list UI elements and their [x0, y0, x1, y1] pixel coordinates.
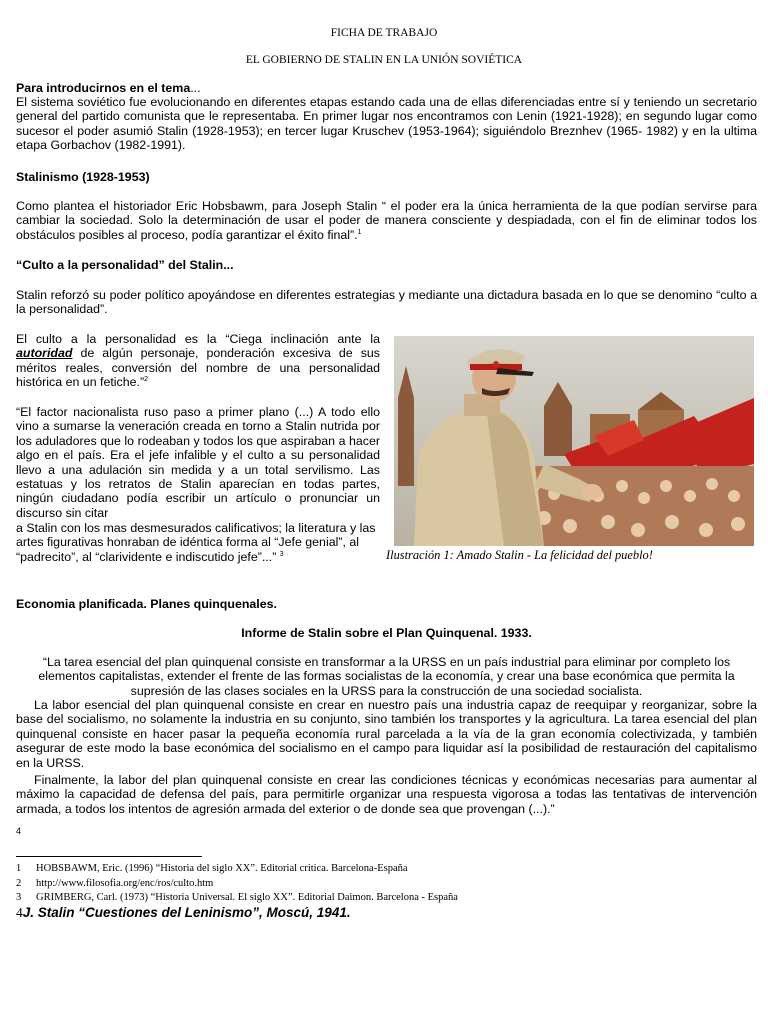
plan-report-heading: Informe de Stalin sobre el Plan Quinquenal. 1933. [241, 626, 532, 640]
illustration-caption: Ilustración 1: Amado Stalin - La felicidad del pueblo! [386, 548, 653, 562]
footnote-ref: 3 [279, 550, 284, 558]
stalin-propaganda-illustration [394, 336, 754, 546]
document-title: EL GOBIERNO DE STALIN EN LA UNIÓN SOVIÉTICA [245, 54, 523, 66]
autoridad-emphasis: autoridad [16, 346, 73, 361]
quote-footnote-ref: 4 [16, 826, 22, 836]
footnote-3: 3 GRIMBERG, Carl. (1973) “Historia Universal. El siglo XX”. Editorial Daimon. Barcelona - España [16, 892, 458, 903]
plan-quote-paragraph-2: La labor esencial del plan quinquenal consiste en crear en nuestro país una industria capaz de reequipar y reorganizar, sobre la base del socialismo, no solamente la industria en su conjunto, sino también los transportes y la agricultura. La tarea esencial del plan quinquenal consiste en hacer pasar la pequeña economía rural parcelada a la vía de la gran economía colectivizada, y también asegurar de este modo la base económica del socialismo en el campo para liquidar así la posibilidad de restauración del capitalismo en la URSS. [16, 698, 757, 770]
footnote-1: 1 HOBSBAWM, Eric. (1996) “Historia del siglo XX”. Editorial critica. Barcelona-España [16, 863, 408, 874]
footnote-ref: 2 [144, 376, 149, 384]
plan-quote-paragraph-1: “La tarea esencial del plan quinquenal consiste en transformar a la URSS en un país industrial para eliminar por completo los elementos capitalistas, extender el frente de las formas socialistas de la economía, y crear una base económica que permita la supresión de las clases sociales en la URSS para la construcción de una sociedad socialista. [38, 655, 735, 698]
culto-definition-paragraph: El culto a la personalidad es la “Ciega inclinación ante la autoridad de algún personaje, ponderación excesiva de sus méritos reales, conversión del nombre de una personalidad histórica en un fetiche.”$^2$ [16, 332, 380, 390]
footnote-separator [16, 856, 202, 857]
economia-heading: Economia planificada. Planes quinquenales. [16, 597, 277, 611]
footnote-2: 2 http://www.filosofia.org/enc/ros/culto.htm [16, 878, 214, 889]
propaganda-poster-image [394, 336, 754, 546]
plan-quote-paragraph-3: Finalmente, la labor del plan quinquenal consiste en crear las condiciones técnicas y económicas necesarias para aumentar al máximo la capacidad de defensa del país, para permitirle organizar una respuesta vigorosa a todas las tentativas de intervención armada, a todos los intentos de agresión armada del exterior o de donde sea que provengan (...).” [16, 773, 757, 816]
stalinismo-heading: Stalinismo (1928-1953) [16, 170, 150, 184]
culto-quote-paragraph: “El factor nacionalista ruso paso a primer plano (...) A todo ello vino a sumarse la veneración creada en torno a Stalin nutrida por los aduladores que lo rodeaban y todos los que aspiraban a hacer algo en el país. Era el jefe infalible y el culto a su personalidad llevo a una adulación sin medida y a un total servilismo. Las estatuas y los retratos de Stalin aparecían en todas partes, ningún ciudadano podía escribir un artículo o pronunciar un discurso sin citar [16, 405, 380, 520]
intro-paragraph: El sistema soviético fue evolucionando en diferentes etapas estando cada una de ellas diferenciadas entre sí y teniendo un secretario general del partido comunista que le representaba. En primer lugar nos encontramos con Lenin (1921-1928); en segundo lugar como sucesor el poder asumió Stalin (1928-1953); en tercer lugar Kruschev (1953-1964); siguiéndolo Breznhev (1965- 1982) y en la ultima etapa Gorbachov (1982-1991). [16, 95, 757, 153]
worksheet-kicker: FICHA DE TRABAJO [330, 27, 438, 39]
culto-quote-continuation: a Stalin con los mas desmesurados calificativos; la literatura y las artes figurativas honraban de idéntica forma al “Jefe genial”, al “padrecito”, al “clarividente e indiscutido jefe”...” $^3$ [16, 521, 376, 564]
culto-heading: “Culto a la personalidad” del Stalin... [16, 258, 234, 272]
footnote-4: 4J. Stalin “Cuestiones del Leninismo”, Moscú, 1941. [16, 905, 351, 920]
intro-heading: Para introducirnos en el tema... [16, 81, 201, 95]
stalinismo-paragraph: Como plantea el historiador Eric Hobsbawm, para Joseph Stalin “ el poder era la única herramienta de la que podían servirse para cambiar la sociedad. Solo la determinación de usar el poder de manera consciente y despiadada, con el fin de eliminar todos los obstáculos posibles al proceso, podía garantizar el éxito final”.$^1$ [16, 199, 757, 242]
culto-intro-paragraph: Stalin reforzó su poder político apoyándose en diferentes estrategias y mediante una dictadura basada en lo que se denomino “culto a la personalidad”. [16, 288, 757, 317]
footnote-ref: 1 [357, 228, 362, 236]
